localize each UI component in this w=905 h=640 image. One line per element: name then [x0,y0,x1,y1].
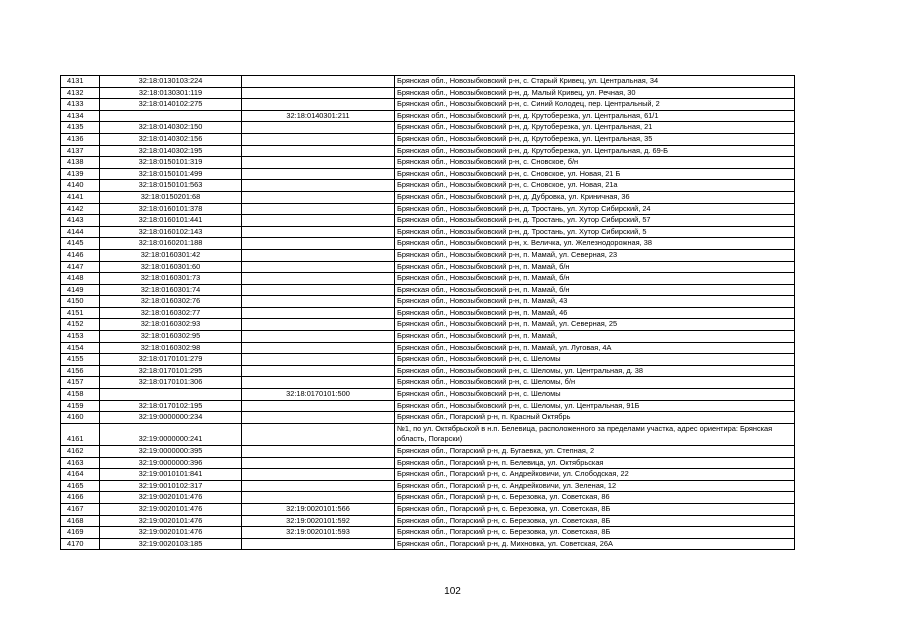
table-row [61,273,795,285]
address-cell: Брянская обл., Новозыбковский р-н, д. Крутоберезка, ул. Центральная, д. 69-Б [395,145,795,157]
address-cell: Брянская обл., Погарский р-н, с. Березовка, ул. Советская, 8Б [395,527,795,539]
table-row [61,527,795,539]
related-cadastral-number-cell [242,76,395,88]
row-number-cell: 4146 [61,249,100,261]
cadastral-number-cell: 32:19:0020103:185 [100,538,242,550]
row-number-cell: 4147 [61,261,100,273]
row-number-cell: 4158 [61,389,100,401]
address-cell: Брянская обл., Новозыбковский р-н, с. Старый Кривец, ул. Центральная, 34 [395,76,795,88]
row-number-cell: 4160 [61,412,100,424]
cadastral-number-cell: 32:18:0130301:119 [100,87,242,99]
address-cell: Брянская обл., Новозыбковский р-н, п. Мамай, ул. Луговая, 4А [395,342,795,354]
related-cadastral-number-cell [242,203,395,215]
related-cadastral-number-cell [242,492,395,504]
row-number-cell: 4142 [61,203,100,215]
cadastral-number-cell: 32:19:0020101:476 [100,527,242,539]
table-row [61,331,795,343]
related-cadastral-number-cell [242,331,395,343]
cadastral-number-cell: 32:18:0140102:275 [100,99,242,111]
related-cadastral-number-cell [242,365,395,377]
registry-table [60,75,795,550]
address-cell: Брянская обл., Погарский р-н, с. Андрейковичи, ул. Слободская, 22 [395,469,795,481]
table-row [61,307,795,319]
table-row [61,215,795,227]
row-number-cell: 4166 [61,492,100,504]
related-cadastral-number-cell [242,87,395,99]
table-row [61,365,795,377]
cadastral-number-cell: 32:19:0000000:395 [100,446,242,458]
row-number-cell: 4136 [61,133,100,145]
address-cell: Брянская обл., Погарский р-н, д. Михновка, ул. Советская, 26А [395,538,795,550]
row-number-cell: 4137 [61,145,100,157]
related-cadastral-number-cell [242,400,395,412]
address-cell: Брянская обл., Новозыбковский р-н, с. Синий Колодец, пер. Центральный, 2 [395,99,795,111]
related-cadastral-number-cell [242,191,395,203]
cadastral-number-cell: 32:19:0000000:241 [100,423,242,445]
table-row [61,238,795,250]
address-cell: Брянская обл., Новозыбковский р-н, с. Сновское, ул. Новая, 21а [395,180,795,192]
address-cell: Брянская обл., Погарский р-н, п. Белевица, ул. Октябрьская [395,457,795,469]
table-row [61,122,795,134]
table-row [61,180,795,192]
cadastral-number-cell [100,110,242,122]
cadastral-number-cell: 32:18:0150101:319 [100,157,242,169]
cadastral-number-cell: 32:18:0170101:306 [100,377,242,389]
related-cadastral-number-cell [242,180,395,192]
related-cadastral-number-cell [242,423,395,445]
table-row [61,377,795,389]
address-cell: Брянская обл., Новозыбковский р-н, д. Крутоберезка, ул. Центральная, 21 [395,122,795,134]
address-cell: Брянская обл., Новозыбковский р-н, д. Тростань, ул. Хутор Сибирский, 57 [395,215,795,227]
registry-table-body [61,76,795,550]
row-number-cell: 4159 [61,400,100,412]
table-row [61,226,795,238]
cadastral-number-cell: 32:19:0000000:396 [100,457,242,469]
address-cell: Брянская обл., Новозыбковский р-н, с. Шеломы, ул. Центральная, 91Б [395,400,795,412]
page-number: 102 [444,586,461,597]
related-cadastral-number-cell [242,122,395,134]
table-row [61,342,795,354]
table-row [61,284,795,296]
related-cadastral-number-cell [242,354,395,366]
address-cell: Брянская обл., Новозыбковский р-н, х. Величка, ул. Железнодорожная, 38 [395,238,795,250]
cadastral-number-cell: 32:18:0150101:563 [100,180,242,192]
related-cadastral-number-cell [242,469,395,481]
related-cadastral-number-cell: 32:19:0020101:593 [242,527,395,539]
cadastral-number-cell: 32:18:0160302:76 [100,296,242,308]
address-cell: Брянская обл., Новозыбковский р-н, п. Мамай, [395,331,795,343]
row-number-cell: 4155 [61,354,100,366]
address-cell: Брянская обл., Новозыбковский р-н, д. Тростань, ул. Хутор Сибирский, 24 [395,203,795,215]
address-cell: Брянская обл., Новозыбковский р-н, д. Крутоберезка, ул. Центральная, 35 [395,133,795,145]
address-cell: Брянская обл., Новозыбковский р-н, п. Мамай, 43 [395,296,795,308]
related-cadastral-number-cell: 32:18:0170101:500 [242,389,395,401]
table-row [61,423,795,445]
table-row [61,99,795,111]
related-cadastral-number-cell [242,319,395,331]
address-cell: №1, по ул. Октябрьской в н.п. Белевица, расположенного за пределами участка, адрес ориентира: Брянская область, Погарски) [395,423,795,445]
row-number-cell: 4132 [61,87,100,99]
row-number-cell: 4164 [61,469,100,481]
related-cadastral-number-cell [242,238,395,250]
related-cadastral-number-cell [242,99,395,111]
address-cell: Брянская обл., Новозыбковский р-н, п. Мамай, б/н [395,273,795,285]
cadastral-number-cell: 32:18:0150101:499 [100,168,242,180]
cadastral-number-cell: 32:18:0160301:60 [100,261,242,273]
cadastral-number-cell: 32:18:0140302:156 [100,133,242,145]
cadastral-number-cell: 32:18:0160201:188 [100,238,242,250]
table-row [61,354,795,366]
row-number-cell: 4144 [61,226,100,238]
related-cadastral-number-cell [242,273,395,285]
address-cell: Брянская обл., Погарский р-н, с. Андрейковичи, ул. Зеленая, 12 [395,480,795,492]
row-number-cell: 4150 [61,296,100,308]
row-number-cell: 4156 [61,365,100,377]
address-cell: Брянская обл., Новозыбковский р-н, п. Мамай, б/н [395,261,795,273]
related-cadastral-number-cell [242,157,395,169]
row-number-cell: 4139 [61,168,100,180]
row-number-cell: 4141 [61,191,100,203]
cadastral-number-cell: 32:18:0160302:95 [100,331,242,343]
table-row [61,503,795,515]
table-row [61,457,795,469]
table-row [61,515,795,527]
row-number-cell: 4143 [61,215,100,227]
cadastral-number-cell: 32:19:0020101:476 [100,515,242,527]
address-cell: Брянская обл., Новозыбковский р-н, с. Шеломы, ул. Центральная, д. 38 [395,365,795,377]
related-cadastral-number-cell [242,480,395,492]
related-cadastral-number-cell [242,168,395,180]
table-row [61,76,795,88]
table-row [61,157,795,169]
address-cell: Брянская обл., Погарский р-н, с. Березовка, ул. Советская, 8Б [395,515,795,527]
address-cell: Брянская обл., Новозыбковский р-н, д. Малый Кривец, ул. Речная, 30 [395,87,795,99]
cadastral-number-cell: 32:18:0140302:150 [100,122,242,134]
row-number-cell: 4138 [61,157,100,169]
table-row [61,191,795,203]
related-cadastral-number-cell [242,307,395,319]
row-number-cell: 4133 [61,99,100,111]
table-row [61,133,795,145]
cadastral-number-cell: 32:18:0160102:143 [100,226,242,238]
table-row [61,110,795,122]
row-number-cell: 4154 [61,342,100,354]
address-cell: Брянская обл., Новозыбковский р-н, с. Шеломы, б/н [395,377,795,389]
row-number-cell: 4135 [61,122,100,134]
cadastral-number-cell: 32:18:0160101:378 [100,203,242,215]
table-row [61,492,795,504]
address-cell: Брянская обл., Новозыбковский р-н, с. Шеломы [395,354,795,366]
address-cell: Брянская обл., Погарский р-н, д. Бугаевка, ул. Степная, 2 [395,446,795,458]
row-number-cell: 4152 [61,319,100,331]
related-cadastral-number-cell [242,296,395,308]
row-number-cell: 4163 [61,457,100,469]
cadastral-number-cell: 32:19:0020101:476 [100,503,242,515]
table-row [61,296,795,308]
cadastral-number-cell: 32:19:0010101:841 [100,469,242,481]
row-number-cell: 4140 [61,180,100,192]
cadastral-number-cell: 32:18:0160301:74 [100,284,242,296]
table-row [61,203,795,215]
table-row [61,319,795,331]
related-cadastral-number-cell [242,457,395,469]
cadastral-number-cell: 32:18:0170101:279 [100,354,242,366]
cadastral-number-cell: 32:19:0000000:234 [100,412,242,424]
row-number-cell: 4157 [61,377,100,389]
row-number-cell: 4169 [61,527,100,539]
address-cell: Брянская обл., Новозыбковский р-н, п. Мамай, 46 [395,307,795,319]
table-row [61,538,795,550]
related-cadastral-number-cell: 32:19:0020101:592 [242,515,395,527]
cadastral-number-cell: 32:18:0160302:77 [100,307,242,319]
related-cadastral-number-cell [242,284,395,296]
cadastral-number-cell: 32:18:0170102:195 [100,400,242,412]
row-number-cell: 4148 [61,273,100,285]
cadastral-number-cell: 32:18:0160101:441 [100,215,242,227]
related-cadastral-number-cell [242,377,395,389]
related-cadastral-number-cell [242,133,395,145]
table-row [61,400,795,412]
row-number-cell: 4165 [61,480,100,492]
cadastral-number-cell: 32:18:0150201:68 [100,191,242,203]
address-cell: Брянская обл., Новозыбковский р-н, с. Сновское, б/н [395,157,795,169]
related-cadastral-number-cell [242,226,395,238]
table-row [61,389,795,401]
table-row [61,261,795,273]
row-number-cell: 4162 [61,446,100,458]
related-cadastral-number-cell [242,446,395,458]
address-cell: Брянская обл., Новозыбковский р-н, п. Мамай, ул. Северная, 25 [395,319,795,331]
cadastral-number-cell: 32:18:0130103:224 [100,76,242,88]
related-cadastral-number-cell: 32:19:0020101:566 [242,503,395,515]
cadastral-number-cell: 32:18:0160302:98 [100,342,242,354]
row-number-cell: 4168 [61,515,100,527]
related-cadastral-number-cell: 32:18:0140301:211 [242,110,395,122]
address-cell: Брянская обл., Погарский р-н, п. Красный Октябрь [395,412,795,424]
related-cadastral-number-cell [242,412,395,424]
row-number-cell: 4153 [61,331,100,343]
related-cadastral-number-cell [242,538,395,550]
table-row [61,412,795,424]
row-number-cell: 4170 [61,538,100,550]
table-row [61,168,795,180]
row-number-cell: 4151 [61,307,100,319]
cadastral-number-cell: 32:19:0010102:317 [100,480,242,492]
table-row [61,145,795,157]
row-number-cell: 4131 [61,76,100,88]
cadastral-number-cell: 32:18:0160302:93 [100,319,242,331]
row-number-cell: 4167 [61,503,100,515]
address-cell: Брянская обл., Новозыбковский р-н, с. Шеломы [395,389,795,401]
address-cell: Брянская обл., Новозыбковский р-н, д. Крутоберезка, ул. Центральная, 61/1 [395,110,795,122]
row-number-cell: 4149 [61,284,100,296]
address-cell: Брянская обл., Новозыбковский р-н, с. Сновское, ул. Новая, 21 Б [395,168,795,180]
related-cadastral-number-cell [242,215,395,227]
row-number-cell: 4134 [61,110,100,122]
table-row [61,87,795,99]
table-row [61,480,795,492]
table-row [61,446,795,458]
cadastral-number-cell: 32:18:0170101:295 [100,365,242,377]
cadastral-number-cell: 32:19:0020101:476 [100,492,242,504]
address-cell: Брянская обл., Погарский р-н, с. Березовка, ул. Советская, 86 [395,492,795,504]
related-cadastral-number-cell [242,342,395,354]
address-cell: Брянская обл., Новозыбковский р-н, п. Мамай, ул. Северная, 23 [395,249,795,261]
related-cadastral-number-cell [242,249,395,261]
table-row [61,249,795,261]
row-number-cell: 4145 [61,238,100,250]
row-number-cell: 4161 [61,423,100,445]
cadastral-number-cell: 32:18:0160301:73 [100,273,242,285]
cadastral-number-cell: 32:18:0140302:195 [100,145,242,157]
address-cell: Брянская обл., Погарский р-н, с. Березовка, ул. Советская, 8Б [395,503,795,515]
cadastral-number-cell [100,389,242,401]
address-cell: Брянская обл., Новозыбковский р-н, д. Тростань, ул. Хутор Сибирский, 5 [395,226,795,238]
address-cell: Брянская обл., Новозыбковский р-н, п. Мамай, б/н [395,284,795,296]
address-cell: Брянская обл., Новозыбковский р-н, д. Дубровка, ул. Криничная, 36 [395,191,795,203]
table-row [61,469,795,481]
cadastral-number-cell: 32:18:0160301:42 [100,249,242,261]
related-cadastral-number-cell [242,261,395,273]
related-cadastral-number-cell [242,145,395,157]
